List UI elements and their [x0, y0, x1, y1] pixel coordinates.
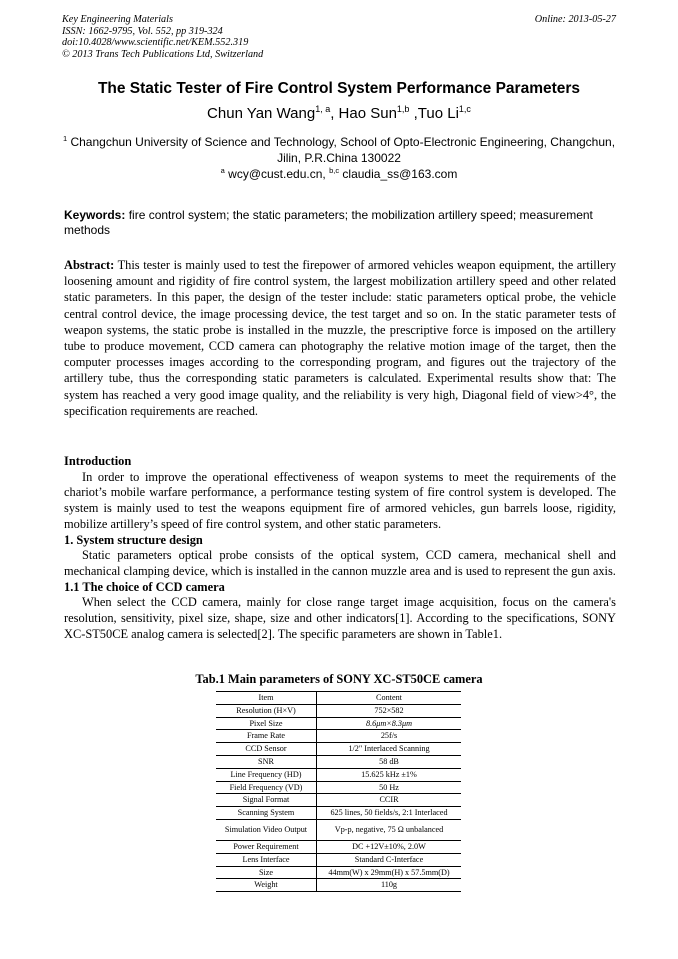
- table-cell-item: Weight: [216, 879, 317, 892]
- journal-name: Key Engineering Materials: [62, 14, 173, 25]
- table-row: [216, 853, 461, 866]
- table-cell-content: 625 lines, 50 fields/s, 2:1 Interlaced: [317, 807, 462, 820]
- author-emails: [0, 166, 678, 181]
- table-cell-item: Scanning System: [216, 807, 317, 820]
- table-cell-item: Lens Interface: [216, 853, 317, 866]
- table-header-item: Item: [216, 692, 317, 705]
- table-cell-content: 8.6μm×8.3μm: [317, 717, 462, 730]
- author-name: Chun Yan Wang: [207, 105, 316, 122]
- author-name: Hao Sun: [338, 105, 397, 122]
- table-caption: Tab.1 Main parameters of SONY XC-ST50CE camera: [195, 672, 483, 686]
- email-mark-bc: b,c: [329, 166, 340, 175]
- abstract-block: [64, 257, 616, 419]
- table-cell-item: Line Frequency (HD): [216, 768, 317, 781]
- table-cell-item: Simulation Video Output: [216, 819, 317, 840]
- table-cell-content: 752×582: [317, 704, 462, 717]
- affiliation-text: Changchun University of Science and Technology, School of Opto-Electronic Engineering, Changchun, Jilin, P.R.China 130022: [70, 135, 616, 165]
- affiliation-mark: 1: [62, 134, 68, 143]
- table-row: [216, 743, 461, 756]
- email-mark-a: a: [220, 166, 225, 175]
- email-link-bc[interactable]: claudia_ss@163.com: [342, 167, 458, 181]
- author-separator: ,: [409, 105, 418, 122]
- keywords-text: fire control system; the static parameters; the mobilization artillery speed; measurement methods: [64, 208, 593, 237]
- camera-parameters-table: [216, 691, 461, 892]
- table-cell-content: CCIR: [317, 794, 462, 807]
- keywords-block: [64, 208, 616, 238]
- table-cell-content: DC +12V±10%, 2.0W: [317, 840, 462, 853]
- table-row: [216, 730, 461, 743]
- table-row: [216, 704, 461, 717]
- table-cell-content: 58 dB: [317, 755, 462, 768]
- author-name: Tuo Li: [417, 105, 459, 122]
- table-row: [216, 717, 461, 730]
- online-date: Online: 2013-05-27: [534, 14, 616, 25]
- table-cell-item: CCD Sensor: [216, 743, 317, 756]
- table-cell-item: SNR: [216, 755, 317, 768]
- table-row: [216, 879, 461, 892]
- table-cell-item: Frame Rate: [216, 730, 317, 743]
- journal-doi: doi:10.4028/www.scientific.net/KEM.552.319: [62, 37, 249, 49]
- journal-header: [62, 14, 616, 60]
- table-cell-content: 44mm(W) x 29mm(H) x 57.5mm(D): [317, 866, 462, 879]
- journal-issn: ISSN: 1662-9795, Vol. 552, pp 319-324: [62, 25, 223, 37]
- table-cell-item: Signal Format: [216, 794, 317, 807]
- table-cell-content: 1/2" Interlaced Scanning: [317, 743, 462, 756]
- paragraph-section-1: Static parameters optical probe consists of the optical system, CCD camera, mechanical shell and mechanical clamping device, which is installed in the cannon muzzle area and is used to represent the gun axis.: [64, 548, 616, 578]
- table-row: [216, 840, 461, 853]
- email-link-a[interactable]: wcy@cust.edu.cn,: [228, 167, 326, 181]
- table-header-row: [216, 692, 461, 705]
- section-heading-1: 1. System structure design: [64, 532, 203, 547]
- affiliation: [62, 131, 616, 166]
- section-heading-1-1: 1.1 The choice of CCD camera: [64, 579, 225, 594]
- table-cell-content: 15.625 kHz ±1%: [317, 768, 462, 781]
- body-text: [64, 454, 616, 642]
- paper-title: The Static Tester of Fire Control System Performance Parameters: [97, 80, 581, 97]
- table-cell-content: 110g: [317, 879, 462, 892]
- table-cell-item: Resolution (H×V): [216, 704, 317, 717]
- table-row: [216, 807, 461, 820]
- author-affil-mark: 1,c: [458, 104, 471, 114]
- table-row: [216, 768, 461, 781]
- table-cell-item: Pixel Size: [216, 717, 317, 730]
- table-row: [216, 866, 461, 879]
- paragraph-introduction: In order to improve the operational effectiveness of weapon systems to meet the requirements of the chariot’s mobile warfare performance, a performance testing system of fire control system is developed. The system is mainly used to test the weapons equipment fire of armored vehicles, gun barrels loose, rigidity, mobilize artillery’s speed of fire control system, and other static parameters.: [64, 469, 616, 531]
- table-row: [216, 755, 461, 768]
- table-row: [216, 781, 461, 794]
- section-heading-introduction: Introduction: [64, 454, 132, 468]
- table-cell-content: Vp-p, negative, 75 Ω unbalanced: [317, 819, 462, 840]
- table-cell-content: Standard C-Interface: [317, 853, 462, 866]
- author-affil-mark: 1,b: [396, 104, 410, 114]
- author-separator: ,: [330, 105, 339, 122]
- abstract-text: This tester is mainly used to test the firepower of armored vehicles weapon equipment, the artillery loosening amount and rigidity of fire control system, the largest mobilization artillery speed and other related static parameters. In this paper, the design of the tester include: static parameters optical probe, the vehicle central control device, the image processing device, the test target and so on. In the static parameter tests of weapon systems, the static probe is installed in the muzzle, the prescriptive force is imposed on the artillery tube to produce movement, CCD camera can photography the relative motion image of the target, then the computer processes images according to the corresponding program, and figures out the trajectory of the artillery tube, thus the corresponding static parameters is calculated. Experimental results show that: The system has reached a very good image quality, and the reliability is very high, Diagonal field of view>4°, the specification requirements are reached.: [64, 258, 617, 418]
- table-cell-content: 50 Hz: [317, 781, 462, 794]
- abstract-label: Abstract:: [64, 258, 115, 272]
- table-row: [216, 794, 461, 807]
- table-cell-item: Field Frequency (VD): [216, 781, 317, 794]
- author-list: [0, 104, 678, 122]
- table-row: [216, 819, 461, 840]
- paragraph-section-1-1: When select the CCD camera, mainly for close range target image acquisition, focus on the camera's resolution, sensitivity, pixel size, shape, size and other indicators[1]. According to the specifications, SONY XC-ST50CE analog camera is selected[2]. The specific parameters are shown in Table1.: [64, 595, 616, 641]
- table-cell-item: Size: [216, 866, 317, 879]
- table-cell-item: Power Requirement: [216, 840, 317, 853]
- table-cell-content: 25f/s: [317, 730, 462, 743]
- table-header-content: Content: [317, 692, 462, 705]
- author-affil-mark: 1, a: [315, 104, 331, 114]
- journal-copyright: © 2013 Trans Tech Publications Ltd, Switzerland: [62, 48, 264, 60]
- keywords-label: Keywords:: [64, 208, 126, 222]
